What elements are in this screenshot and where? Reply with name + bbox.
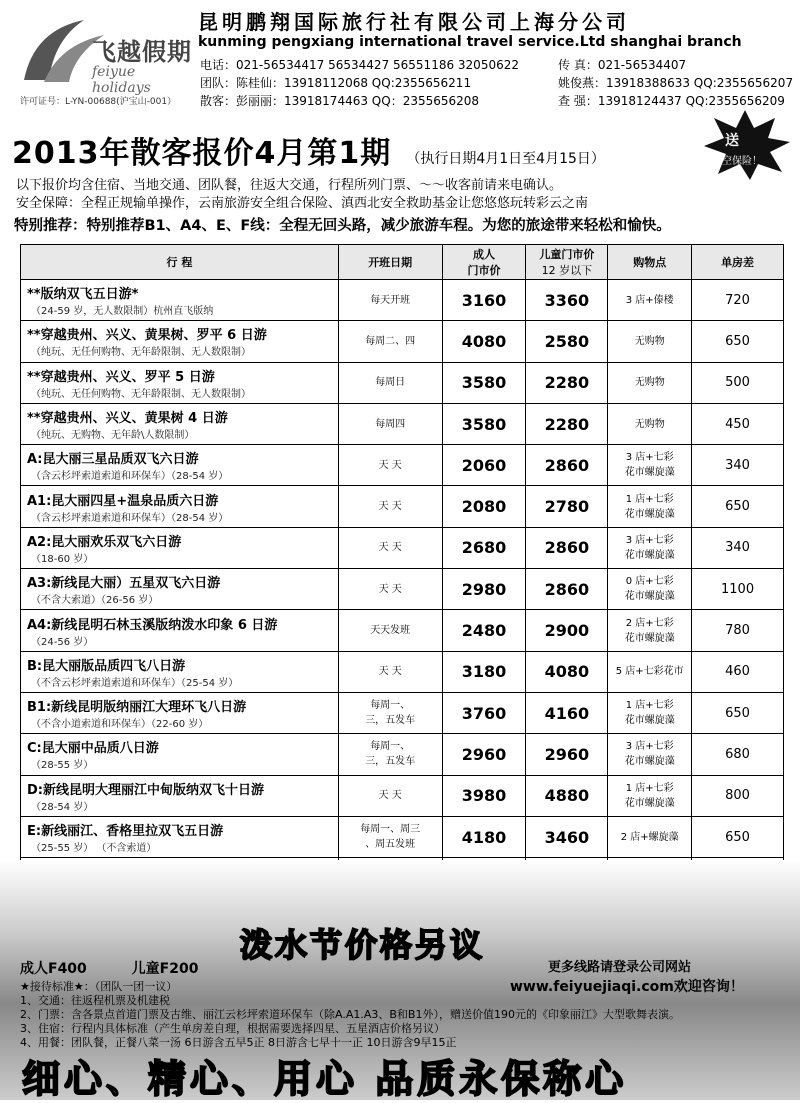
route-cell [21,651,339,692]
contact-cha: 查 强：13918124437 QQ:2355656209 [558,94,785,108]
table-row [21,569,784,610]
header-child: 儿童门市价 12 岁以下 [526,245,608,280]
table-row [21,280,784,321]
shopping-points: 1 店+七彩 花市螺旋藻 [608,486,692,527]
single-room-supplement: 450 [692,403,784,444]
route-name: A4:新线昆明石林玉溪版纳泼水印象 6 日游 [27,617,278,633]
page-title: 2013年散客报价4月第1期 [12,136,392,171]
route-name: B1:新线昆明版纳丽江大理环飞八日游 [27,700,247,716]
shopping-points: 1 店+七彩 花市螺旋藻 [608,692,692,733]
route-name: D:新线昆明大理丽江中甸版纳双飞十日游 [27,782,264,798]
company-logo [14,10,194,96]
shopping-points: 无购物 [608,362,692,403]
single-room-supplement: 720 [692,280,784,321]
route-cell [21,280,339,321]
route-cell [21,734,339,775]
single-room-supplement: 650 [692,486,784,527]
shopping-points: 2 店+七彩 花市螺旋藻 [608,610,692,651]
adult-price: 3980 [442,775,526,816]
route-note: （含云杉坪索道索道和环保车）（28-54 岁） [31,512,229,524]
header [0,0,800,112]
table-row [21,692,784,733]
route-name: A1:昆大丽四星+温泉品质六日游 [27,493,219,509]
info-line-0: ★接待标准★：（团队一团一议） [20,980,178,993]
shopping-points: 1 店+七彩 花市螺旋藻 [608,775,692,816]
single-room-supplement: 800 [692,775,784,816]
route-note: （纯玩、无任何购物、无年龄限制、无人数限制） [31,347,251,359]
table-row [21,734,784,775]
badge-gift-label: 送 [725,133,739,149]
child-price: 2960 [526,734,608,775]
route-note: （24-59 岁，无人数限制）杭州直飞版纳 [31,306,214,318]
route-note: （纯玩、无任何购物、无年龄限制、无人数限制） [31,388,251,400]
shopping-points: 3 店+七彩 花市螺旋藻 [608,527,692,568]
route-date: 每周一、 三，五发车 [338,734,442,775]
special-recommendation: 特别推荐：特别推荐B1、A4、E、F线：全程无回头路，减少旅游车程。为您的旅途带来轻松和愉快。 [14,218,671,234]
shopping-points: 2 店+螺旋藻 [608,816,692,857]
shopping-points: 3 店+傣楼 [608,280,692,321]
child-supplement: 儿童F200 [131,961,199,977]
single-room-supplement: 650 [692,692,784,733]
route-name: **穿越贵州、兴义、黄果树、罗平 6 日游 [27,328,267,344]
company-name-cn: 昆明鹏翔国际旅行社有限公司上海分公司 [198,10,630,34]
route-date: 每周二、四 [338,321,442,362]
route-name: B:昆大丽版品质四飞八日游 [27,658,186,674]
contact-individual: 散客：彭丽丽：13918174463 QQ：2355656208 [200,94,480,108]
header-route: 行 程 [21,245,339,280]
contact-fax: 传 真：021-56534407 [558,58,687,72]
table-row [21,362,784,403]
adult-price: 3580 [442,403,526,444]
route-cell [21,816,339,857]
table-row [21,610,784,651]
intro-line-2: 安全保障：全程正规输单操作，云南旅游安全组合保险、滇西北安全救助基金让您悠悠玩转彩云之南 [16,196,589,211]
route-name: A3:新线昆大丽）五星双飞六日游 [27,576,221,592]
license-number: 许可证号：L-YN-00688(沪宝山-001） [20,97,177,107]
route-cell [21,321,339,362]
route-note: （24-56 岁） [31,636,94,648]
route-cell [21,775,339,816]
route-note: （不含云杉坪索道索道和环保车）（25-54 岁） [31,677,239,689]
shopping-points: 无购物 [608,321,692,362]
shopping-points: 5 店+七彩花市 [608,651,692,692]
route-date: 天 天 [338,775,442,816]
info-line-3: 3、住宿：行程内具体标准（产生单房差自理，根据需要选择四星、五星酒店价格另议） [20,1022,445,1035]
route-note: （不含小道索道和环保车）（22-60 岁） [31,719,209,731]
shopping-points: 0 店+七彩 花市螺旋藻 [608,569,692,610]
route-cell [21,527,339,568]
table-row [21,775,784,816]
route-date: 天天发班 [338,610,442,651]
child-price: 4080 [526,651,608,692]
child-price: 2580 [526,321,608,362]
route-date: 每周四 [338,403,442,444]
table-row [21,403,784,444]
single-room-supplement: 340 [692,527,784,568]
adult-price: 2480 [442,610,526,651]
supplement-prices [20,958,238,978]
single-room-supplement: 500 [692,362,784,403]
route-name: **版纳双飞五日游* [27,287,139,303]
route-price-table [20,244,784,899]
route-date: 天 天 [338,569,442,610]
single-room-supplement: 680 [692,734,784,775]
route-cell [21,445,339,486]
route-date: 天 天 [338,527,442,568]
contact-phone: 电话：021-56534417 56534427 56551186 32050622 [200,58,519,72]
starburst-badge-icon [700,110,790,180]
logo-text-cn: 飞越假期 [92,37,192,66]
header-shop: 购物点 [608,245,692,280]
route-cell [21,362,339,403]
adult-price: 3580 [442,362,526,403]
route-name: A:昆大丽三星品质双飞六日游 [27,452,199,468]
adult-supplement: 成人F400 [20,961,87,977]
contact-team: 团队：陈桂仙：13918112068 QQ:2355656211 [200,76,472,90]
route-date: 每周一、 三，五发车 [338,692,442,733]
adult-price: 2060 [442,445,526,486]
table-row [21,445,784,486]
route-note: （25-55 岁） （不含索道） [31,843,157,854]
route-note: （不含大索道）（26-56 岁） [31,595,159,607]
page-title-row [12,128,605,172]
route-note: （含云杉坪索道索道和环保车）（28-54 岁） [31,471,229,483]
route-date: 天 天 [338,486,442,527]
logo-text-en: feiyue holidays [92,64,151,96]
adult-price: 3760 [442,692,526,733]
child-price: 2280 [526,403,608,444]
adult-price: 4080 [442,321,526,362]
shopping-points: 3 店+七彩 花市螺旋藻 [608,445,692,486]
adult-price: 2680 [442,527,526,568]
table-row [21,486,784,527]
table-row [21,816,784,857]
single-room-supplement: 460 [692,651,784,692]
table-row [21,321,784,362]
info-line-2: 2、门票：含各景点首道门票及古维、丽江云杉坪索道环保车（除A.A1.A3、B和B1外），赠送价值190元的《印象丽江》大型歌舞表演。 [20,1008,680,1021]
single-room-supplement: 1100 [692,569,784,610]
route-cell [21,610,339,651]
child-price: 2860 [526,527,608,568]
route-name: **穿越贵州、兴义、黄果树 4 日游 [27,411,228,427]
route-note: （28-54 岁） [31,801,94,813]
info-line-1: 1、交通：往返程机票及机建税 [20,994,170,1007]
header-adult: 成人 门市价 [442,245,526,280]
single-room-supplement: 650 [692,321,784,362]
route-date: 每天开班 [338,280,442,321]
route-date: 天 天 [338,445,442,486]
table-header-row [21,245,784,280]
adult-price: 4180 [442,816,526,857]
route-name: E:新线丽江、香格里拉双飞五日游 [27,824,224,839]
intro-line-1: 以下报价均含住宿、当地交通、团队餐，往返大交通，行程所列门票、～～收客前请来电确认。 [16,178,563,193]
route-name: **穿越贵州、兴义、罗平 5 日游 [27,369,215,385]
slogan: 细心、精心、用心 品质永保称心 [22,1056,628,1101]
route-cell [21,569,339,610]
company-name-en: kunming pengxiang international travel service.Ltd shanghai branch [198,34,742,50]
adult-price: 3180 [442,651,526,692]
table-row [21,651,784,692]
route-name: A2:昆大丽欢乐双飞六日游 [27,534,182,550]
route-date: 每周一、周三 、周五发班 [338,816,442,857]
single-room-supplement: 650 [692,816,784,857]
route-note: （纯玩、无购物、无年龄\人数限制） [31,430,195,442]
contact-yao: 姚俊燕：13918388633 QQ:2355656207 [558,76,794,90]
route-name: C:昆大丽中品质八日游 [27,741,159,757]
single-room-supplement: 340 [692,445,784,486]
shopping-points: 3 店+七彩 花市螺旋藻 [608,734,692,775]
adult-price: 3160 [442,280,526,321]
route-cell [21,486,339,527]
badge-insurance-label: 航空保险！ [712,156,762,167]
route-date: 每周日 [338,362,442,403]
route-date: 天 天 [338,651,442,692]
adult-price: 2960 [442,734,526,775]
shopping-points: 无购物 [608,403,692,444]
page-subtitle: （执行日期4月1日至4月15日） [406,151,605,167]
child-price: 4160 [526,692,608,733]
route-note: （28-55 岁） [31,760,94,772]
child-price: 2900 [526,610,608,651]
more-lines-note: 更多线路请登录公司网站 [548,960,692,975]
header-date: 开班日期 [338,245,442,280]
child-price: 2280 [526,362,608,403]
adult-price: 2980 [442,569,526,610]
child-price: 3360 [526,280,608,321]
child-price: 2860 [526,445,608,486]
single-room-supplement: 780 [692,610,784,651]
child-price: 3460 [526,816,608,857]
adult-price: 2080 [442,486,526,527]
website-link[interactable]: www.feiyuejiaqi.com欢迎咨询！ [510,979,744,995]
route-cell [21,403,339,444]
route-note: （18-60 岁） [31,553,94,565]
info-line-4: 4、用餐：团队餐，正餐八菜一汤 6日游含五早5正 8日游含七早十一正 10日游含9早15正 [20,1036,457,1049]
child-price: 2860 [526,569,608,610]
header-single: 单房差 [692,245,784,280]
child-price: 2780 [526,486,608,527]
child-price: 4880 [526,775,608,816]
route-cell [21,692,339,733]
table-row [21,527,784,568]
splash-festival-note: 泼水节价格另议 [240,926,486,964]
